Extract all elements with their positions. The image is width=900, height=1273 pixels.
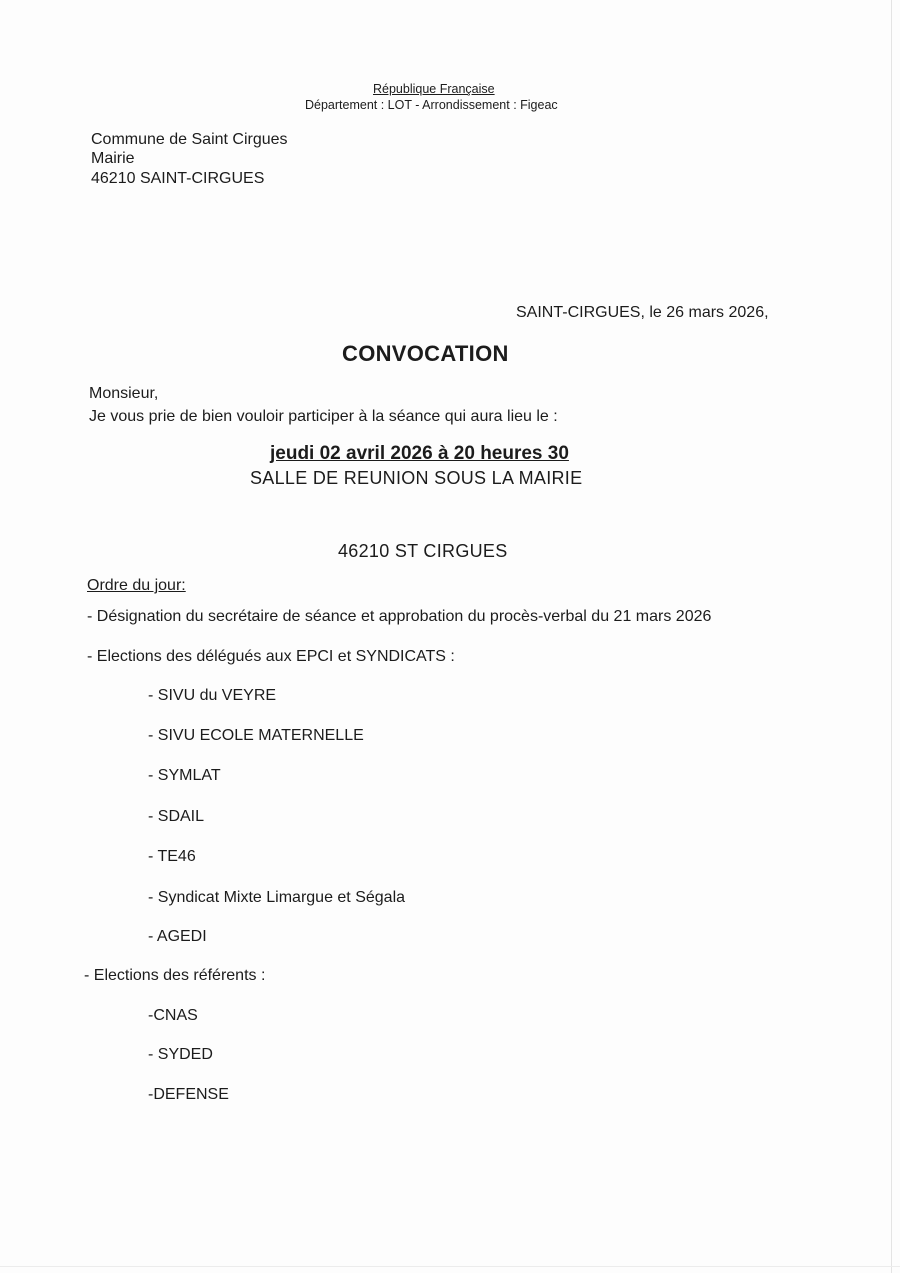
sender-commune: Commune de Saint Cirgues (91, 131, 288, 148)
intro-text: Je vous prie de bien vouloir participer à la séance qui aura lieu le : (89, 408, 558, 425)
agenda-item-referents: - Elections des référents : (84, 967, 266, 984)
meeting-city: 46210 ST CIRGUES (338, 541, 508, 561)
referent-item: - SYDED (148, 1046, 213, 1063)
referent-item: -CNAS (148, 1007, 198, 1024)
sender-address: 46210 SAINT-CIRGUES (91, 170, 265, 187)
meeting-place: SALLE DE REUNION SOUS LA MAIRIE (250, 468, 583, 488)
delegate-item: - TE46 (148, 848, 196, 865)
delegate-item: - Syndicat Mixte Limargue et Ségala (148, 889, 406, 906)
sender-mairie: Mairie (91, 150, 135, 167)
delegate-item: - AGEDI (148, 928, 207, 945)
delegate-item: - SIVU ECOLE MATERNELLE (148, 727, 364, 744)
page-edge-right (891, 0, 892, 1273)
delegate-item: - SDAIL (148, 808, 205, 825)
document-title: CONVOCATION (342, 341, 509, 366)
page-edge-bottom (0, 1266, 900, 1267)
header-republic: République Française (373, 82, 495, 96)
agenda-title: Ordre du jour: (87, 577, 186, 594)
date-line: SAINT-CIRGUES, le 26 mars 2026, (516, 304, 769, 321)
delegate-item: - SYMLAT (148, 767, 221, 784)
delegate-item: - SIVU du VEYRE (148, 687, 277, 704)
salutation: Monsieur, (89, 385, 159, 402)
meeting-date: jeudi 02 avril 2026 à 20 heures 30 (270, 443, 569, 464)
referent-item: -DEFENSE (148, 1086, 229, 1103)
agenda-item-delegates: - Elections des délégués aux EPCI et SYNDICATS : (87, 648, 455, 665)
agenda-item-secretary: - Désignation du secrétaire de séance et approbation du procès-verbal du 21 mars 2026 (87, 608, 712, 625)
header-department: Département : LOT - Arrondissement : Figeac (305, 98, 558, 112)
